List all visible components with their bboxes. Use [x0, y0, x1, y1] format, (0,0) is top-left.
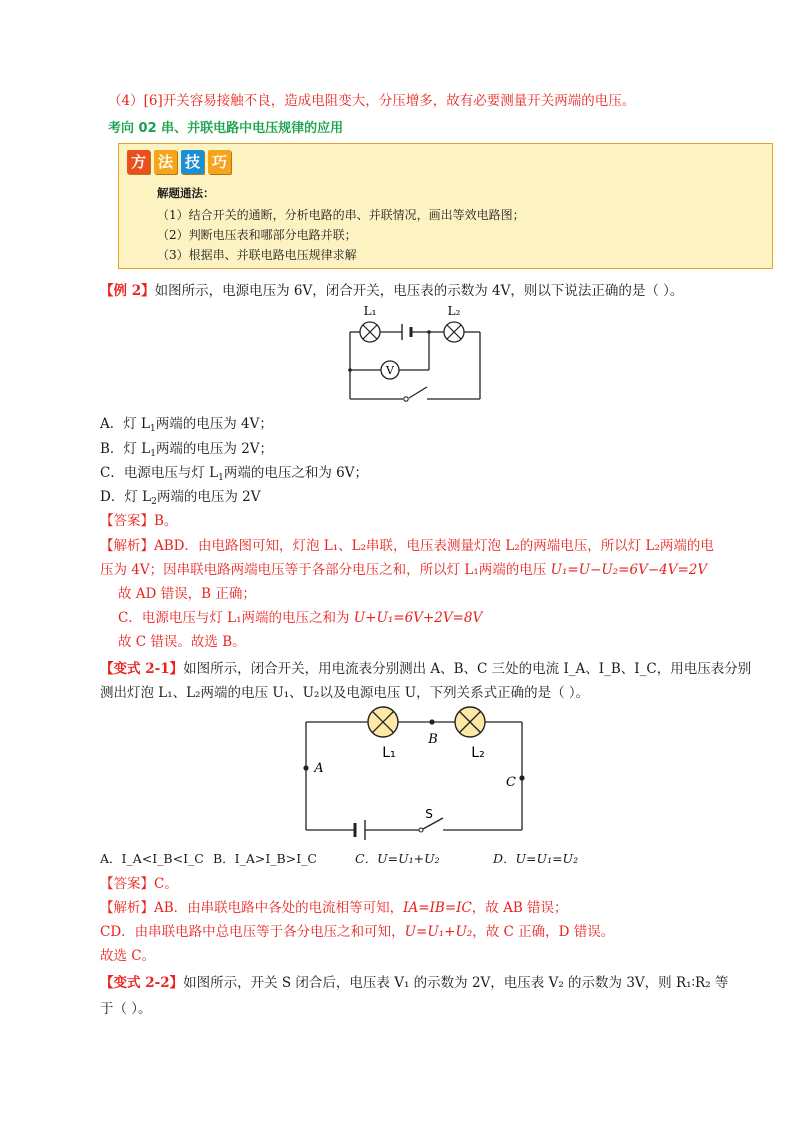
- example2-analysis-line-5: 故 C 错误。故选 B。: [118, 634, 246, 650]
- method-step-2: （2）判断电压表和哪部分电路并联；: [157, 228, 357, 242]
- method-step-3: （3）根据串、并联电路电压规律求解: [157, 248, 357, 262]
- example2-circuit-diagram: [340, 302, 490, 404]
- example2-analysis-line-1: 【解析】ABD．由电路图可知，灯泡 L₁、L₂串联，电压表测量灯泡 L₂的两端电压，所以灯 L₂两端的电: [100, 538, 714, 554]
- analysis-2-text: 压为 4V；因串联电路两端电压等于各部分电压之和，所以灯 L₁两端的电压: [100, 562, 551, 578]
- v21-analysis-2-tail: ，故 C 正确，D 错误。: [472, 924, 615, 940]
- example2-option-c: [100, 464, 368, 487]
- lamp-l1-label: L₁: [382, 745, 396, 761]
- point-c-label: C: [506, 775, 516, 790]
- v21-analysis-2-text: CD．由串联电路中总电压等于各分电压之和可知，: [100, 924, 405, 940]
- example2-option-d: [100, 488, 260, 511]
- option-c-prefix: C．电源电压与灯 L: [100, 465, 219, 481]
- method-tile-2: 法: [154, 150, 177, 174]
- example2-question: [100, 282, 683, 300]
- option-a-prefix: A．灯 L: [100, 416, 151, 432]
- lamp-l1-icon: [368, 707, 398, 737]
- switch-icon: [419, 828, 423, 832]
- variant21-question-text-1: 如图所示，闭合开关，用电流表分别测出 A、B、C 三处的电流 I_A、I_B、I_C，用电压表分别: [183, 661, 752, 677]
- variant21-tag: 【变式 2-1】: [100, 661, 184, 677]
- variant21-circuit-diagram: [295, 700, 535, 840]
- variant21-question-line-1: [100, 660, 751, 678]
- variant21-option-d: D．U=U₁=U₂: [493, 851, 579, 866]
- variant22-tag: 【变式 2-2】: [100, 975, 184, 991]
- lamp-l2-label: L₂: [471, 745, 485, 761]
- variant21-answer: 【答案】C。: [100, 876, 178, 892]
- option-b-sub: 1: [150, 449, 156, 459]
- variant21-option-b: B．I_A>I_B>I_C: [213, 851, 317, 866]
- variant22-question-line-2: 于（ ）。: [100, 1001, 152, 1017]
- option-c-text: 两端的电压之和为 6V；: [223, 465, 368, 481]
- point-b-label: B: [428, 732, 438, 747]
- switch-icon: [404, 397, 408, 401]
- lamp-l2-icon: [444, 322, 464, 342]
- point-a-dot: [303, 765, 308, 770]
- variant21-analysis-line-3: 故选 C。: [100, 948, 156, 964]
- lamp-l1-label: L₁: [363, 304, 377, 318]
- v21-analysis-1-formula: IA=IB=IC: [403, 900, 472, 916]
- method-title: 解题通法：: [157, 186, 215, 200]
- variant22-question-line-1: [100, 974, 728, 992]
- voltmeter-label: V: [386, 364, 394, 377]
- method-tips-box: [118, 143, 773, 269]
- option-a-text: 两端的电压为 4V；: [155, 416, 273, 432]
- option-d-sub: 2: [151, 497, 157, 507]
- point-a-label: A: [314, 761, 324, 776]
- variant21-question-line-2: 测出灯泡 L₁、L₂两端的电压 U₁、U₂以及电源电压 U，下列关系式正确的是（ ）。: [100, 685, 590, 701]
- point-c-dot: [519, 775, 524, 780]
- example2-tag: 【例 2】: [100, 283, 155, 299]
- example2-option-a: [100, 415, 273, 438]
- option-b-prefix: B．灯 L: [100, 441, 151, 457]
- variant21-option-a: A．I_A<I_B<I_C: [100, 851, 204, 866]
- option-d-prefix: D．灯 L: [100, 489, 152, 505]
- section-heading: 考向 02 串、并联电路中电压规律的应用: [108, 121, 344, 136]
- example2-analysis-line-3: 故 AD 错误，B 正确；: [118, 586, 256, 602]
- option-b-text: 两端的电压为 2V；: [155, 441, 274, 457]
- analysis-2-formula: U₁=U−U₂=6V−4V=2V: [550, 562, 708, 578]
- previous-answer-line: （4）[6]开关容易接触不良，造成电阻变大，分压增多，故有必要测量开关两端的电压。: [108, 93, 636, 109]
- lamp-l2-label: L₂: [447, 304, 461, 318]
- example2-analysis-line-4: [118, 609, 482, 627]
- method-tile-3: 技: [181, 150, 204, 174]
- method-tile-1: 方: [127, 150, 150, 174]
- variant21-analysis-line-1: [100, 899, 568, 917]
- v21-analysis-2-formula: U=U₁+U₂: [404, 924, 473, 940]
- example2-option-b: [100, 440, 273, 463]
- point-b-dot: [429, 719, 434, 724]
- method-step-1: （1）结合开关的通断，分析电路的串、并联情况，画出等效电路图；: [157, 208, 525, 222]
- method-tile-4: 巧: [208, 150, 231, 174]
- lamp-l2-icon: [455, 707, 485, 737]
- option-c-sub: 1: [218, 473, 224, 483]
- example2-analysis-line-2: [100, 561, 707, 579]
- option-d-text: 两端的电压为 2V: [156, 489, 261, 505]
- switch-label: S: [425, 807, 433, 821]
- v21-analysis-1-tail: ，故 AB 错误；: [471, 900, 568, 916]
- example2-answer: 【答案】B。: [100, 513, 178, 529]
- lamp-l1-icon: [360, 322, 380, 342]
- v21-analysis-1-text: 【解析】AB．由串联电路中各处的电流相等可知，: [100, 900, 404, 916]
- example2-question-text: 如图所示，电源电压为 6V，闭合开关，电压表的示数为 4V，则以下说法正确的是（ ）。: [154, 283, 684, 299]
- variant21-analysis-line-2: [100, 923, 614, 941]
- analysis-4-formula: U+U₁=6V+2V=8V: [353, 610, 483, 626]
- variant22-question-text-1: 如图所示，开关 S 闭合后，电压表 V₁ 的示数为 2V，电压表 V₂ 的示数为 3V，则 R₁∶R₂ 等: [183, 975, 729, 991]
- option-a-sub: 1: [150, 424, 156, 434]
- analysis-4-text: C．电源电压与灯 L₁两端的电压之和为: [118, 610, 354, 626]
- variant21-option-c: C．U=U₁+U₂: [355, 851, 440, 866]
